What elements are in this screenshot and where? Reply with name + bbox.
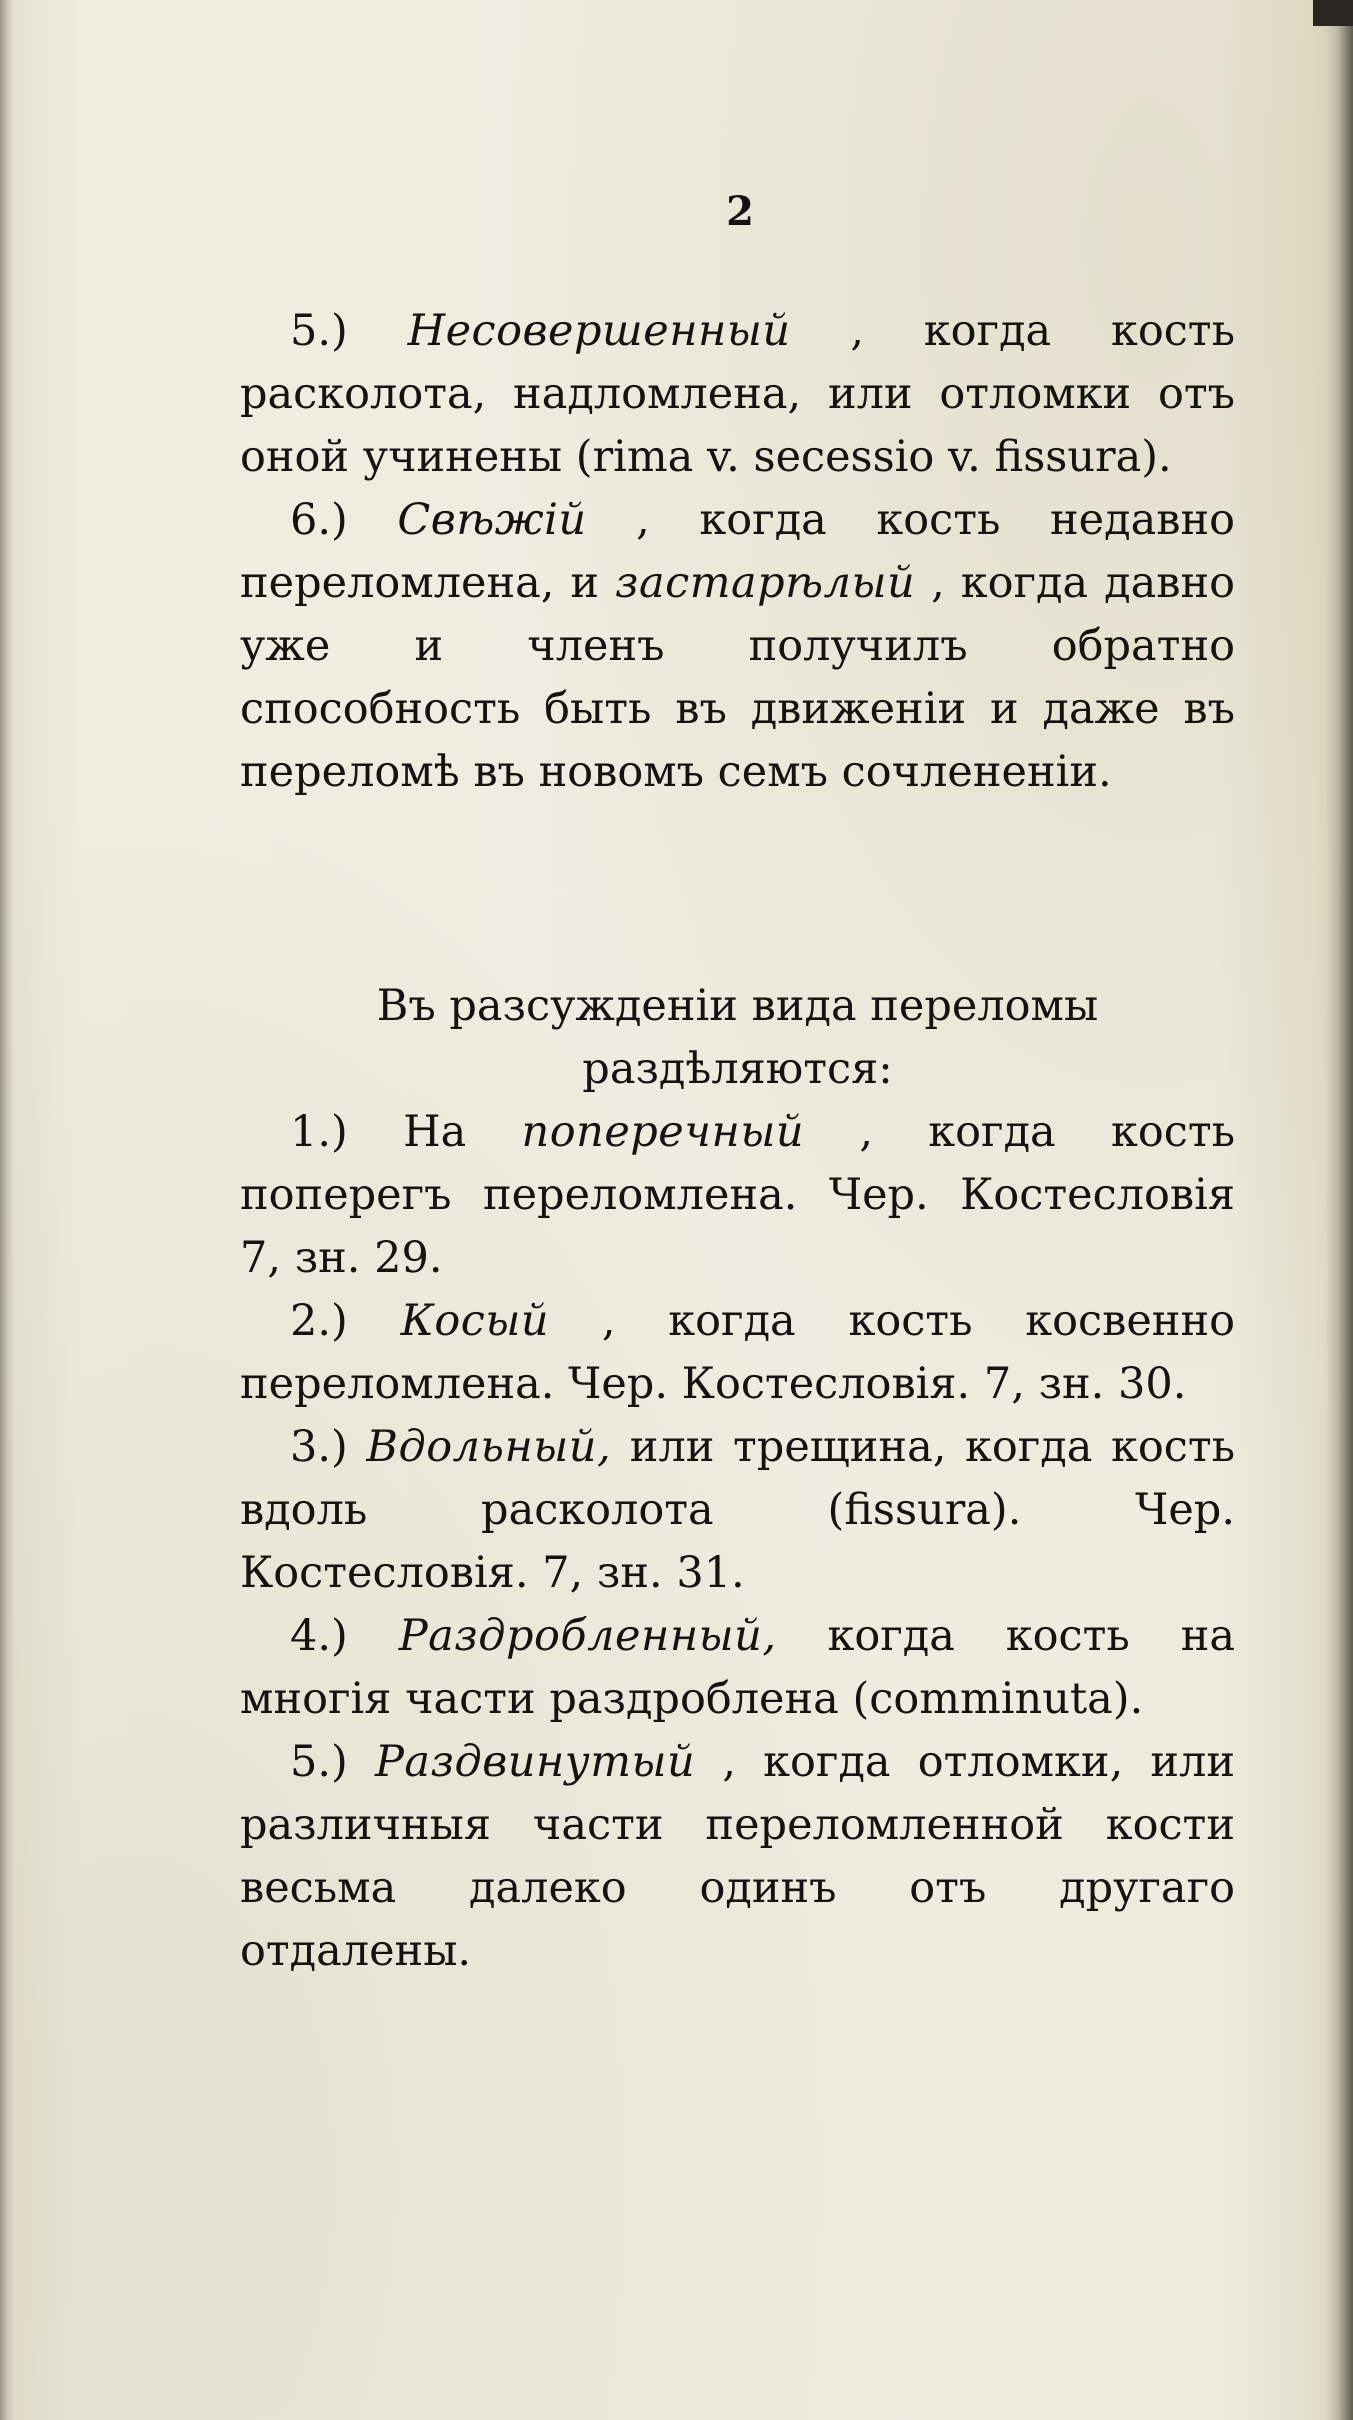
paragraph-type-2 — [240, 1290, 1235, 1416]
type-text: , когда кость поперегъ переломлена. Чер. Костесловія 7, зн. 29. — [240, 1107, 1236, 1283]
item-term: Свѣжій — [397, 495, 587, 545]
type-number: 1.) — [290, 1107, 348, 1157]
type-term: Раздвинутый — [374, 1737, 696, 1787]
type-number: 4.) — [290, 1611, 348, 1661]
section-heading: Въ разсужденіи вида переломы раздѣляются: — [376, 981, 1099, 1094]
item-text-secondary: , когда давно уже и членъ получилъ обратно способность быть въ движеніи и даже въ переломѣ въ новомъ семъ сочлененіи. — [240, 558, 1235, 797]
page-number: 2 — [726, 188, 754, 235]
page-edge-right — [1325, 0, 1353, 2420]
paragraph-item-5 — [240, 300, 1235, 489]
type-text: , когда отломки, или различныя части переломленной кости весьма далеко одинъ отъ другаго отдалены. — [240, 1737, 1236, 1976]
type-number: 3.) — [290, 1422, 348, 1472]
item-term-secondary: застарѣлый — [615, 558, 916, 608]
fracture-shapes-section — [240, 975, 1235, 1983]
type-prefix: На — [403, 1107, 467, 1157]
item-number: 6.) — [290, 495, 348, 545]
type-number: 5.) — [290, 1737, 348, 1787]
type-text: когда кость на многія части раздроблена (comminuta). — [240, 1611, 1236, 1724]
type-term: поперечный — [521, 1107, 805, 1157]
type-term: Раздробленный, — [398, 1611, 777, 1661]
item-text: , когда кость недавно переломлена, и — [240, 495, 1235, 608]
item-number: 5.) — [290, 306, 348, 356]
item-term: Несовершенный — [407, 306, 791, 356]
type-number: 2.) — [290, 1296, 348, 1346]
type-text: , когда кость косвенно переломлена. Чер. Костесловія. 7, зн. 30. — [240, 1296, 1235, 1409]
page-corner-shadow — [1313, 0, 1353, 26]
paragraph-type-1 — [240, 1101, 1235, 1290]
paragraph-type-5 — [240, 1731, 1235, 1983]
paragraph-type-4 — [240, 1605, 1235, 1731]
type-term: Косый — [400, 1296, 550, 1346]
type-term: Вдольный, — [366, 1422, 612, 1472]
item-text: , когда кость расколота, надломлена, или отломки отъ оной учинены (rima v. secessio v. fissura). — [240, 306, 1236, 482]
page-gutter-left — [0, 0, 14, 2420]
paragraph-type-3 — [240, 1416, 1235, 1605]
paragraph-item-6 — [240, 489, 1235, 804]
fracture-kinds-section — [240, 300, 1235, 804]
type-text: или трещина, когда кость вдоль расколота (fissura). Чер. Костесловія. 7, зн. 31. — [240, 1422, 1236, 1598]
